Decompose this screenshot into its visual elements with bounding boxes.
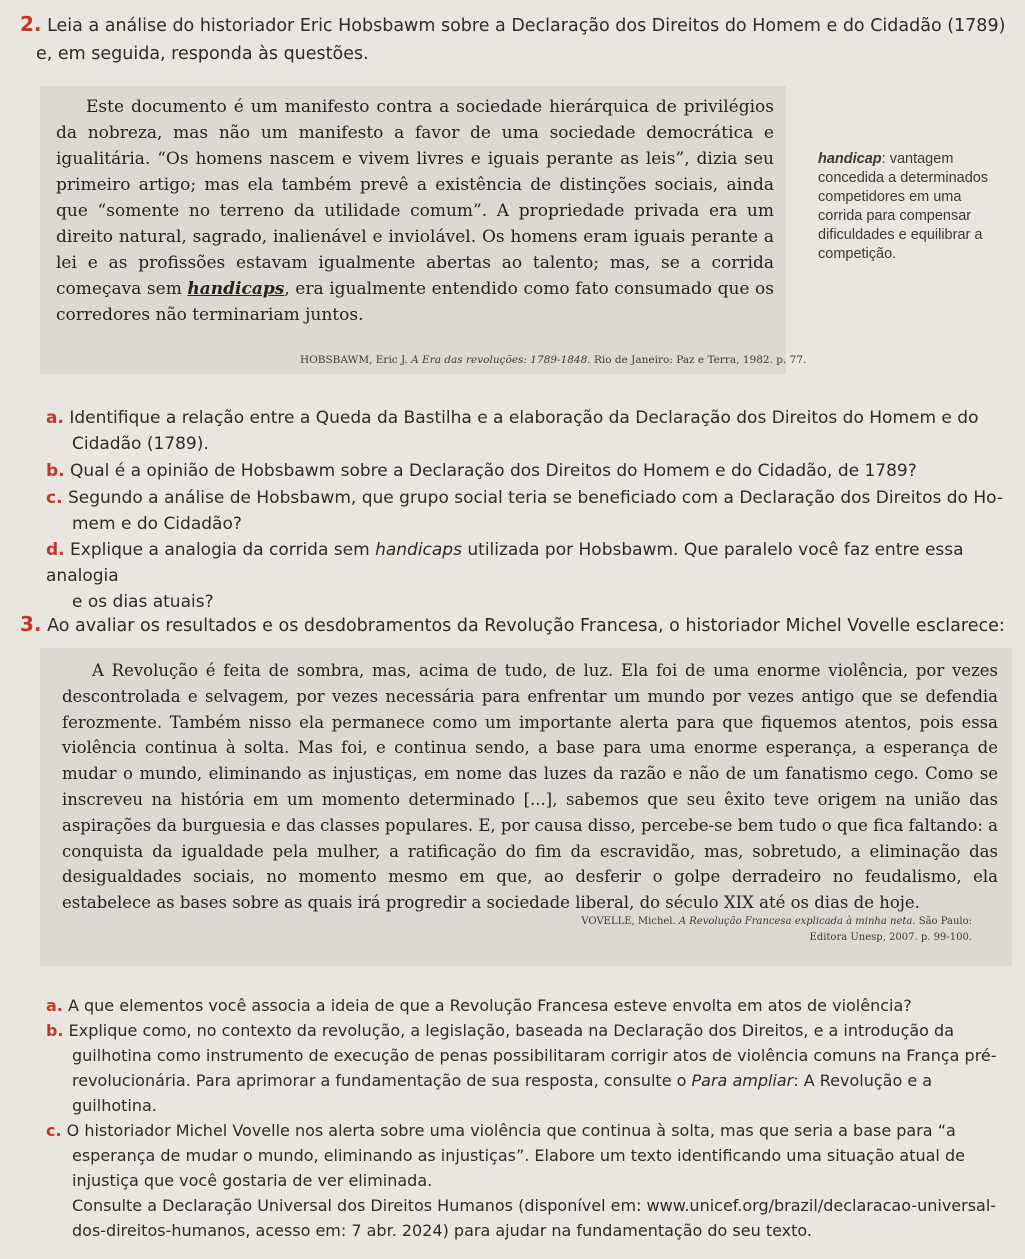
glossary-note [818,150,993,264]
question-2a: a. Identifique a relação entre a Queda da Bastilha e a elaboração da Declaração dos Direitos do Homem e do Cidadão (1789). [46,408,979,454]
vovelle-quote-box [40,648,1012,966]
hobsbawm-quote-box [40,86,807,374]
keyword-handicaps: handicaps [187,279,285,299]
glossary-term: handicap [818,151,882,167]
glossary-definition: : vantagem concedida a determinados competidores em uma corrida para compensar dificuldades e equilibrar a competição. [818,151,989,262]
quote-source: VOVELLE, Michel. A Revolução Francesa explicada à minha neta. São Paulo: Editora Unesp, 2007. p. 99-100. [581,916,972,943]
quote-body: A Revolução é feita de sombra, mas, acima de tudo, de luz. Ela foi de uma enorme violência, por vezes descontrolada e selvagem, por vezes necessária para enfrentar um mundo por vezes antigo que se defendia ferozmente. Também nisso ela permanece como um importante alerta para que fiquemos atentos, pois essa violência continua à solta. Mas foi, e continua sendo, a base para uma enorme esperança, a esperança de mudar o mundo, eliminando as injustiças, em nome das luzes da razão e não de um fanatismo cego. Como se inscreveu na história em um momento determinado [...], sabemos que seu êxito teve origem na união das aspirações da burguesia e das classes populares. E, por causa disso, percebe-se bem tudo o que fica faltando: a conquista da igualdade pela mulher, a ratificação do fim da escravidão, mas, sobretudo, a eliminação das desigualdades sociais, no momento mesmo em que, ao desferir o golpe derradeiro no feudalismo, ela estabelece as bases sobre as quais irá progredir a sociedade liberal, do século XIX até os dias de hoje. [62,661,998,913]
question-2-prompt [20,10,1020,68]
quote-source: HOBSBAWM, Eric J. A Era das revoluções: 1789-1848. Rio de Janeiro: Paz e Terra, 1982. p. 77. [300,354,807,366]
question-3 [20,610,1020,640]
question-number: 2. [20,12,42,36]
question-number: 3. [20,612,42,636]
question-text: Leia a análise do historiador Eric Hobsbawm sobre a Declaração dos Direitos do Homem e do Cidadão (1789) e, em seguida, responda às questões. [36,16,1006,64]
question-text: Ao avaliar os resultados e os desdobramentos da Revolução Francesa, o historiador Michel Vovelle esclarece: [47,616,1005,636]
question-2 [20,10,1020,68]
question-2c: c. Segundo a análise de Hobsbawm, que grupo social teria se beneficiado com a Declaração dos Direitos do Ho- mem e do Cidadão? [46,488,1003,534]
quote-body: Este documento é um manifesto contra a sociedade hierárquica de privilégios da nobreza, mas não um manifesto a favor de uma sociedade democrática e igualitária. “Os homens nascem e vivem livres e iguais perante as leis”, dizia seu primeiro artigo; mas ela também prevê a existência de distinções sociais, ainda que “somente no terreno da utilidade comum”. A propriedade privada era um direito natural, sagrado, inalienável e inviolável. Os homens eram iguais perante a lei e as profissões estavam igualmente abertas ao talento; mas, se a corrida começava sem handicaps, era igualmente entendido como fato consumado que os corredores não terminariam juntos. [56,97,775,325]
question-2b: b. Qual é a opinião de Hobsbawm sobre a Declaração dos Direitos do Homem e do Cidadão, de 1789? [46,461,917,481]
question-3a: a. A que elementos você associa a ideia de que a Revolução Francesa esteve envolta em atos de violência? [46,996,912,1015]
question-2d: d. Explique a analogia da corrida sem handicaps utilizada por Hobsbawm. Que paralelo você faz entre essa analogia e os dias atuais? [46,540,964,612]
question-3c-extra: Consulte a Declaração Universal dos Direitos Humanos (disponível em: www.unicef.org/brazil/declaracao-universal-dos-direitos-humanos, acesso em: 7 abr. 2024) para ajudar na fundamentação do seu texto. [72,1196,997,1240]
question-3c: c. O historiador Michel Vovelle nos alerta sobre uma violência que continua à solta, mas que seria a base para “a esperança de mudar o mundo, eliminando as injustiças”. Elabore um texto identificando uma situação atual de injustiça que você gostaria de ver eliminada. [46,1121,965,1190]
question-3b: b. Explique como, no contexto da revolução, a legislação, baseada na Declaração dos Direitos, e a introdução da guilhotina como instrumento de execução de penas possibilitaram corrigir atos de violência comuns na França pré-revolucionária. Para aprimorar a fundamentação de sua resposta, consulte o Para ampliar: A Revolução e a guilhotina. [46,1021,997,1115]
